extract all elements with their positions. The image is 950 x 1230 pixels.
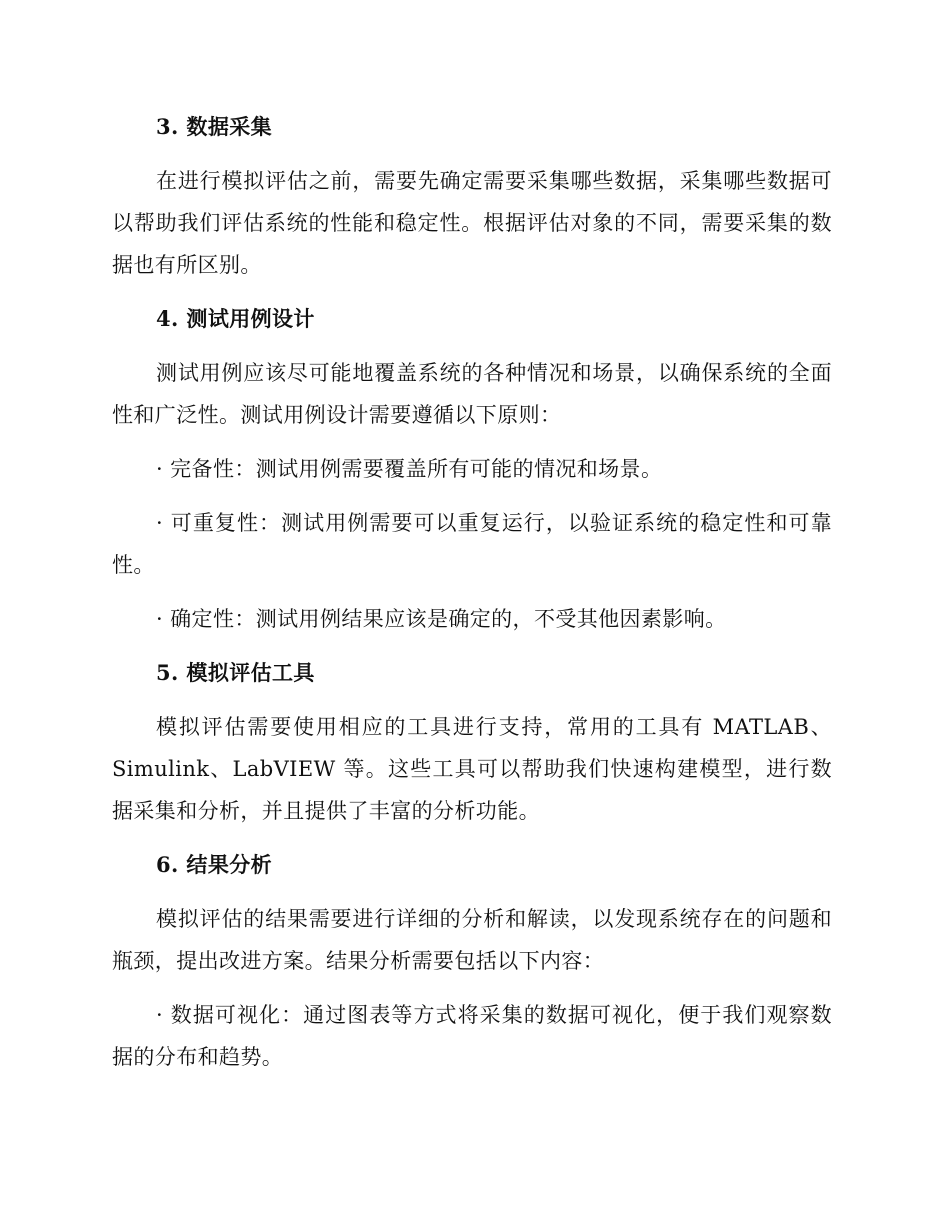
section-heading: 5. 模拟评估工具 xyxy=(156,660,315,685)
section-test-case-design xyxy=(112,298,832,640)
section-heading: 6. 结果分析 xyxy=(156,852,273,877)
bullet-item: · 数据可视化：通过图表等方式将采集的数据可视化，便于我们观察数据的分布和趋势。 xyxy=(112,1003,832,1069)
section-result-analysis xyxy=(112,844,832,1078)
paragraph: 测试用例应该尽可能地覆盖系统的各种情况和场景，以确保系统的全面性和广泛性。测试用例设计需要遵循以下原则： xyxy=(112,361,832,427)
section-heading: 4. 测试用例设计 xyxy=(156,306,315,331)
paragraph: 在进行模拟评估之前，需要先确定需要采集哪些数据，采集哪些数据可以帮助我们评估系统的性能和稳定性。根据评估对象的不同，需要采集的数据也有所区别。 xyxy=(112,169,832,277)
section-heading: 3. 数据采集 xyxy=(156,114,273,139)
paragraph: 模拟评估的结果需要进行详细的分析和解读，以发现系统存在的问题和瓶颈，提出改进方案。结果分析需要包括以下内容： xyxy=(112,907,832,973)
paragraph: 模拟评估需要使用相应的工具进行支持，常用的工具有 MATLAB、Simulink、LabVIEW 等。这些工具可以帮助我们快速构建模型，进行数据采集和分析，并且提供了丰富的分析功能。 xyxy=(112,715,832,823)
bullet-item: · 确定性：测试用例结果应该是确定的，不受其他因素影响。 xyxy=(156,607,727,631)
bullet-item: · 可重复性：测试用例需要可以重复运行，以验证系统的稳定性和可靠性。 xyxy=(112,511,832,577)
section-data-collection xyxy=(112,106,832,286)
section-simulation-tools xyxy=(112,652,832,832)
bullet-item: · 完备性：测试用例需要覆盖所有可能的情况和场景。 xyxy=(156,457,663,481)
document-body xyxy=(112,106,832,1090)
